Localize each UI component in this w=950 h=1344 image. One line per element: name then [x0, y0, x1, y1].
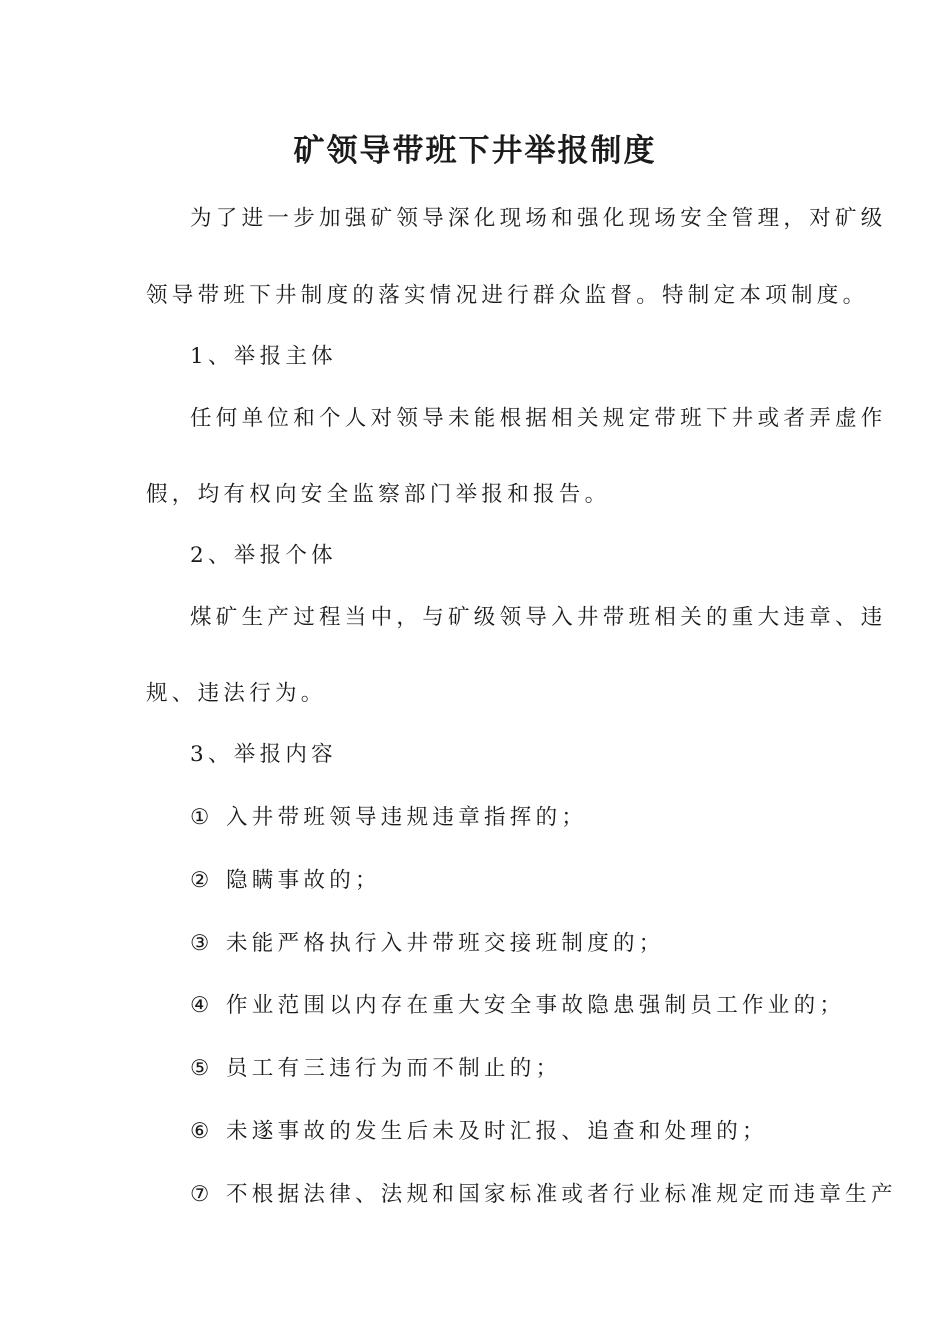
list-item — [190, 1180, 897, 1210]
list-item-marker: ⑤ — [190, 1056, 210, 1081]
section-2-heading: 2、举报个体 — [190, 543, 337, 568]
section-2-paragraph-line-2: 规、违法行为。 — [146, 681, 327, 706]
list-item — [190, 929, 665, 959]
list-item-text: 不根据法律、法规和国家标准或者行业标准规定而违章生产 — [226, 1182, 897, 1207]
list-item-text: 未能严格执行入井带班交接班制度的； — [226, 931, 665, 956]
list-item — [190, 866, 381, 896]
intro-paragraph-line-1: 为了进一步加强矿领导深化现场和强化现场安全管理，对矿级 — [190, 206, 887, 231]
list-item-marker: ⑥ — [190, 1119, 210, 1144]
document-title: 矿领导带班下井举报制度 — [293, 133, 657, 169]
list-item-text: 员工有三违行为而不制止的； — [226, 1056, 562, 1081]
list-item — [190, 1117, 768, 1147]
list-item-marker: ② — [190, 868, 210, 893]
list-item-marker: ③ — [190, 931, 210, 956]
section-1-paragraph-line-2: 假，均有权向安全监察部门举报和报告。 — [146, 482, 611, 507]
list-item-text: 入井带班领导违规违章指挥的； — [226, 805, 588, 830]
list-item — [190, 803, 587, 833]
intro-paragraph-line-2: 领导带班下井制度的落实情况进行群众监督。特制定本项制度。 — [146, 283, 869, 308]
list-item — [190, 991, 845, 1021]
list-item-text: 未遂事故的发生后未及时汇报、追查和处理的； — [226, 1119, 768, 1144]
section-3-heading: 3、举报内容 — [190, 742, 337, 767]
list-item-marker: ④ — [190, 993, 210, 1018]
section-1-heading: 1、举报主体 — [190, 344, 337, 369]
list-item-marker: ① — [190, 805, 210, 830]
list-item — [190, 1054, 561, 1084]
section-1-paragraph-line-1: 任何单位和个人对领导未能根据相关规定带班下井或者弄虚作 — [190, 406, 887, 431]
section-2-paragraph-line-1: 煤矿生产过程当中，与矿级领导入井带班相关的重大违章、违 — [190, 605, 887, 630]
list-item-text: 隐瞒事故的； — [226, 868, 381, 893]
list-item-marker: ⑦ — [190, 1182, 210, 1207]
list-item-text: 作业范围以内存在重大安全事故隐患强制员工作业的； — [226, 993, 846, 1018]
